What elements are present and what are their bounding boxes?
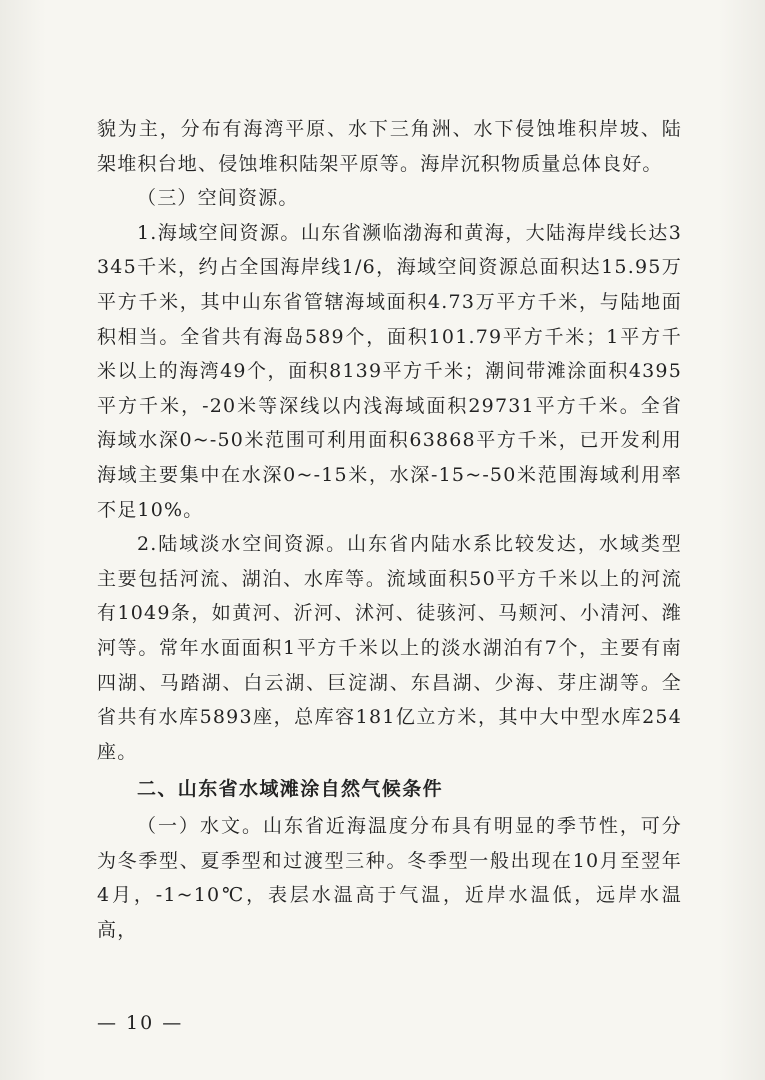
- section-title-space-resources: （三）空间资源。: [137, 187, 299, 210]
- paragraph-hydrology: （一）水文。山东省近海温度分布具有明显的季节性，可分为冬季型、夏季型和过渡型三种。冬季型一般出现在10月至翌年4月，-1~10℃，表层水温高于气温，近岸水温低，远岸水温高，: [97, 815, 682, 942]
- paragraph-freshwater-space: 2.陆域淡水空间资源。山东省内陆水系比较发达，水域类型主要包括河流、湖泊、水库等。流域面积50平方千米以上的河流有1049条，如黄河、沂河、沭河、徒骇河、马颊河、小清河、潍河等。常年水面面积1平方千米以上的淡水湖泊有7个，主要有南四湖、马踏湖、白云湖、巨淀湖、东昌湖、少海、芽庄湖等。全省共有水库5893座，总库容181亿立方米，其中大中型水库254座。: [97, 533, 682, 763]
- paragraph-sea-space: 1.海域空间资源。山东省濒临渤海和黄海，大陆海岸线长达3345千米，约占全国海岸线1/6，海域空间资源总面积达15.95万平方千米，其中山东省管辖海域面积4.73万平方千米，与陆地面积相当。全省共有海岛589个，面积101.79平方千米；1平方千米以上的海湾49个，面积8139平方千米；潮间带滩涂面积4395平方千米，-20米等深线以内浅海域面积29731平方千米。全省海域水深0~-50米范围可利用面积63868平方千米，已开发利用海域主要集中在水深0~-15米，水深-15~-50米范围海域利用率不足10%。: [97, 221, 682, 521]
- paragraph-continuation: 貌为主，分布有海湾平原、水下三角洲、水下侵蚀堆积岸坡、陆架堆积台地、侵蚀堆积陆架平原等。海岸沉积物质量总体良好。: [97, 118, 682, 175]
- page-content: [97, 112, 682, 948]
- section-heading: 二、山东省水域滩涂自然气候条件: [137, 778, 444, 801]
- page-number: — 10 —: [97, 1012, 184, 1034]
